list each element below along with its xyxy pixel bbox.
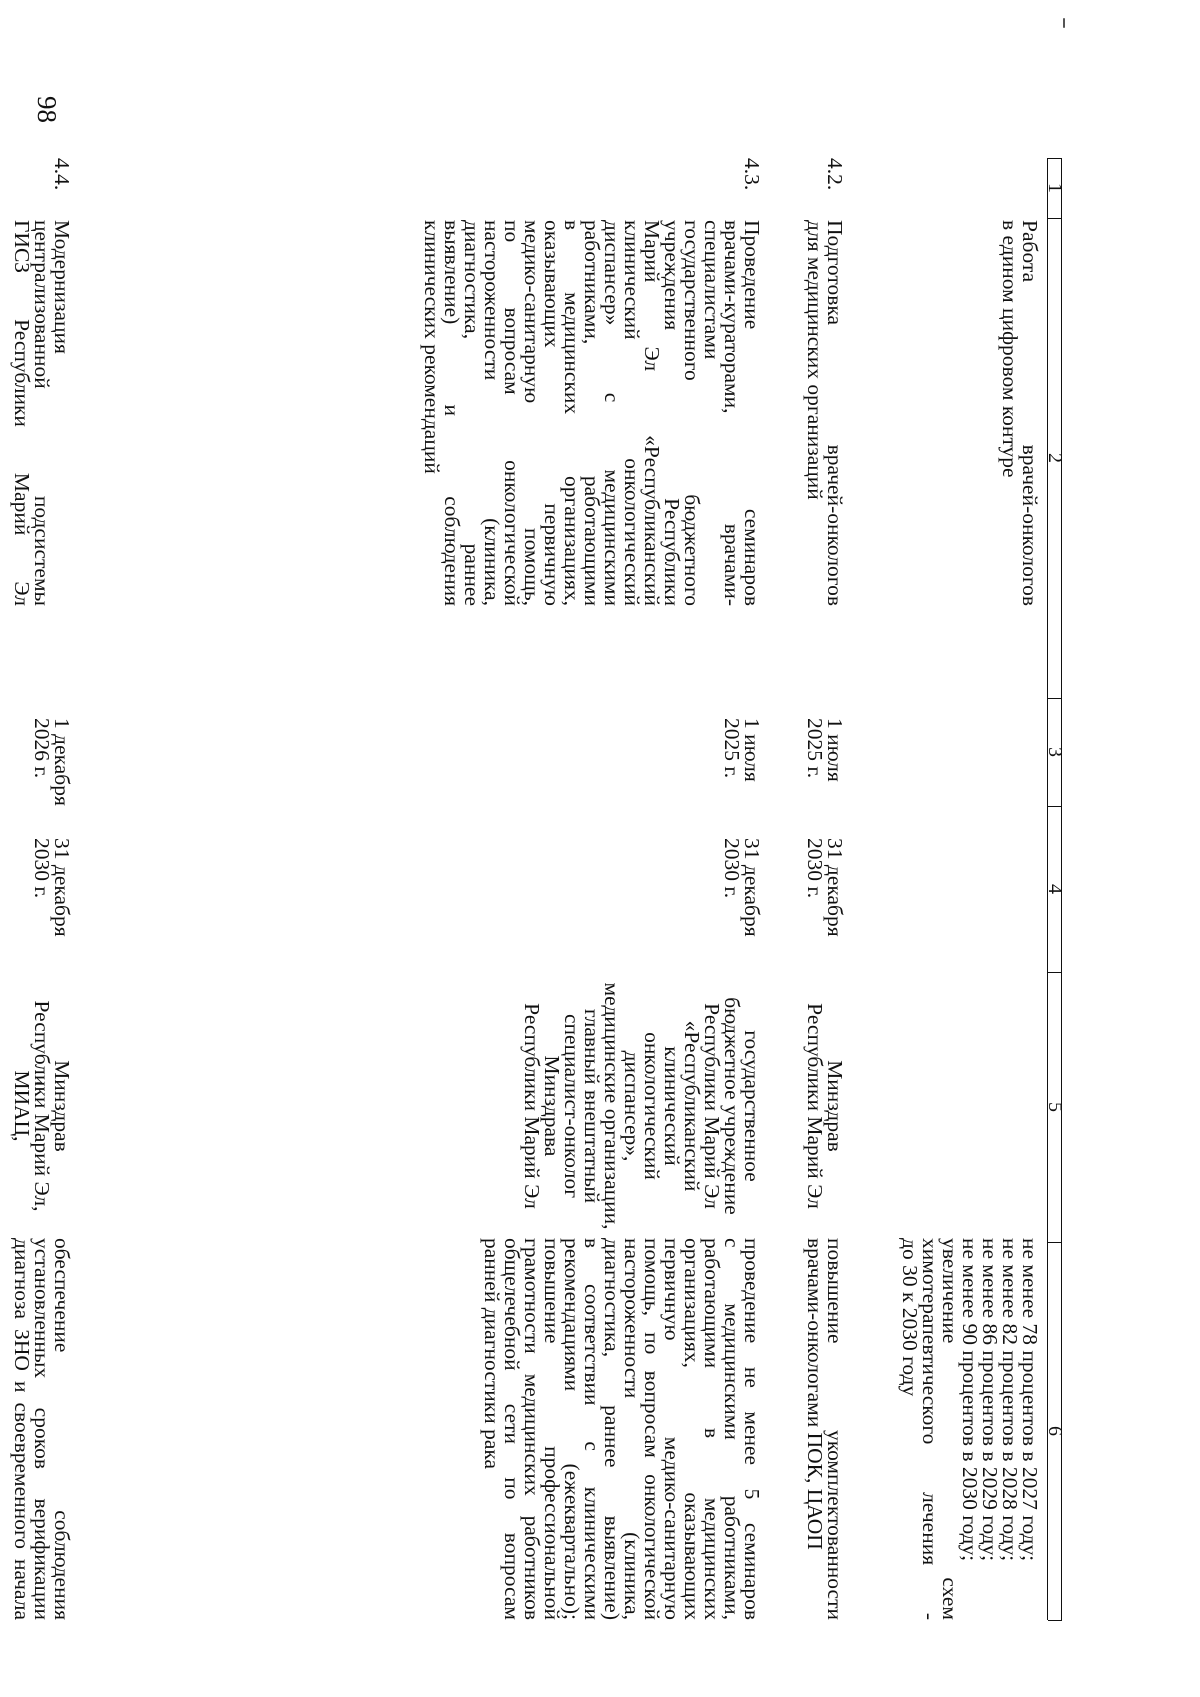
row-responsible: Минздрав Республики Марий Эл, МИАЦ, bbox=[10, 1000, 74, 1212]
row-end-date: 31 декабря 2030 г. bbox=[30, 838, 74, 937]
column-number-4: 4 bbox=[1044, 884, 1066, 894]
row-name: Работа врачей-онкологов в едином цифровом контуре bbox=[998, 220, 1042, 606]
column-number-6: 6 bbox=[1044, 1426, 1066, 1436]
scan-speck bbox=[1063, 18, 1065, 28]
page-number: 98 bbox=[32, 96, 62, 123]
rotated-table bbox=[2, 158, 1066, 1620]
row-number: 4.3. bbox=[740, 158, 764, 191]
row-end-date: 31 декабря 2030 г. bbox=[803, 838, 847, 937]
column-number-2: 2 bbox=[1044, 453, 1066, 463]
row-name: Проведение семинаров врачами-кураторами, врачами- специалистами государственного бюджетного учреждения Республики Марий Эл «Республиканский клинический онкологический диспансер» с медицинскими работниками, работающими в медицинских организациях, оказывающих первичную медико-санитарную помощь, по вопросам онкологической настороженности (клиника, диагностика, раннее выявление) и соблюдения клинических рекомендаций bbox=[420, 220, 764, 606]
row-result: повышение укомплектованности врачами-онкологами ПОК, ЦАОП bbox=[803, 1238, 847, 1620]
row-result: не менее 78 процентов в 2027 году; не менее 82 процентов в 2028 году; не менее 86 процентов в 2029 году; не менее 90 процентов в 2030 году; увеличение схем химотерапевтического лечения - до 30 к 2030 году bbox=[898, 1238, 1042, 1620]
row-name: Подготовка врачей-онкологов для медицинских организаций bbox=[803, 220, 847, 606]
column-number-1: 1 bbox=[1044, 183, 1066, 193]
row-number: 4.2. bbox=[823, 158, 847, 191]
row-name: Модернизация централизованной подсистемы ГИСЗ Республики Марий Эл bbox=[10, 220, 74, 606]
row-responsible: государственное бюджетное учреждение Республики Марий Эл «Республиканский клинический онкологический диспансер», медицинские организации, главный внештатный специалист-онколог Минздрава Республики Марий Эл bbox=[520, 982, 764, 1230]
column-number-5: 5 bbox=[1044, 1102, 1066, 1112]
row-responsible: Минздрав Республики Марий Эл bbox=[803, 1003, 847, 1209]
col-divider bbox=[1048, 1620, 1062, 1621]
row-end-date: 31 декабря 2030 г. bbox=[720, 838, 764, 937]
row-result: проведение не менее 5 семинаров с медицинскими работниками, работающими в медицинских организациях, оказывающих первичную медико-санитарную помощь, по вопросам онкологической настороженности (клиника, диагностика, раннее выявление) в соответствии с клиническими рекомендациями (ежеквартально); повышение профессиональной грамотности медицинских работников общелечебной сети по вопросам ранней диагностики рака bbox=[480, 1238, 764, 1620]
row-start-date: 1 июля 2025 г. bbox=[720, 718, 764, 782]
column-number-3: 3 bbox=[1044, 747, 1066, 757]
row-start-date: 1 июля 2025 г. bbox=[803, 718, 847, 782]
row-start-date: 1 декабря 2026 г. bbox=[30, 718, 74, 806]
row-result: обеспечение соблюдения установленных сроков верификации диагноза ЗНО и своевременного начала bbox=[10, 1238, 74, 1620]
row-number: 4.4. bbox=[50, 158, 74, 191]
